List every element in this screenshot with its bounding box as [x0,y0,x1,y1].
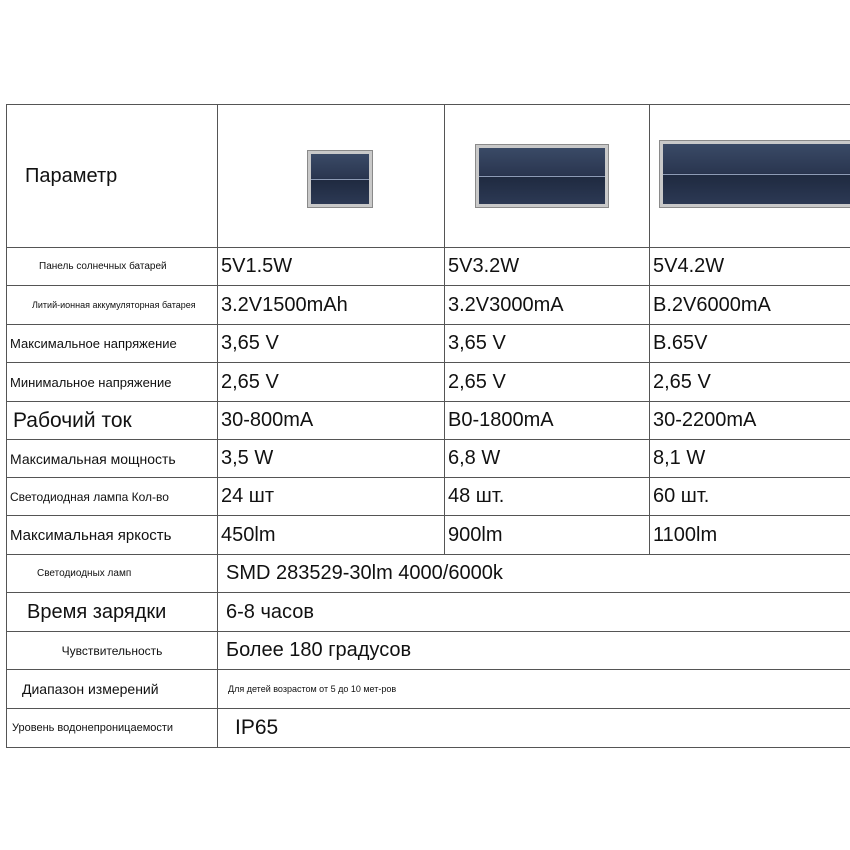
row-value: 5V1.5W [218,248,445,286]
header-row [7,105,850,248]
row-value: 6-8 часов [218,593,850,632]
row-value: Для детей возрастом от 5 до 10 мет-ров [228,684,397,694]
row-value: 3.2V1500mAh [218,286,445,325]
row-value: B0-1800mA [445,402,650,440]
row-label: Минимальное напряжение [7,363,218,402]
table-row [7,709,850,748]
row-value: 5V4.2W [650,248,850,286]
row-label: Светодиодная лампа Кол-во [7,478,218,516]
param-header: Параметр [7,105,218,248]
row-label: Диапазон измерений [7,670,218,709]
row-value: 60 шт. [650,478,850,516]
table-row [7,440,850,478]
row-value-cell [218,670,850,709]
row-value: Более 180 градусов [218,632,850,670]
row-value: 8,1 W [650,440,850,478]
table-row [7,325,850,363]
table-row [7,516,850,555]
row-value: 48 шт. [445,478,650,516]
row-value: SMD 283529-30lm 4000/6000k [218,555,850,593]
row-label: Рабочий ток [7,402,218,440]
row-value: B.65V [650,325,850,363]
row-value: 6,8 W [445,440,650,478]
row-label: Литий-ионная аккумуляторная батарея [7,286,218,325]
row-value: 5V3.2W [445,248,650,286]
solar-panel-icon [308,151,372,207]
row-value: 3,65 V [218,325,445,363]
row-value: 900lm [445,516,650,555]
solar-panel-icon [476,145,608,207]
row-value: 24 шт [218,478,445,516]
row-label: Панель солнечных батарей [7,248,218,286]
table-row [7,478,850,516]
spec-table [6,104,850,748]
row-label: Максимальная мощность [7,440,218,478]
row-value: 2,65 V [650,363,850,402]
table-row [7,286,850,325]
table-row [7,593,850,632]
table-row [7,248,850,286]
row-value: 1100lm [650,516,850,555]
row-value: 3.2V3000mA [445,286,650,325]
row-value: B.2V6000mA [650,286,850,325]
row-value: 30-800mA [218,402,445,440]
panel-large-cell [650,105,850,248]
row-value: 3,5 W [218,440,445,478]
panel-medium-cell [445,105,650,248]
solar-panel-icon [660,141,850,207]
row-label: Чувствительность [7,632,218,670]
table-row [7,402,850,440]
row-value: IP65 [218,709,850,748]
row-value: 3,65 V [445,325,650,363]
row-value: 2,65 V [445,363,650,402]
row-label: Время зарядки [7,593,218,632]
row-label: Максимальное напряжение [7,325,218,363]
row-label: Уровень водонепроницаемости [7,709,218,748]
table-row [7,670,850,709]
row-value: 450lm [218,516,445,555]
row-value: 30-2200mA [650,402,850,440]
row-label: Светодиодных ламп [7,555,218,593]
row-label: Максимальная яркость [7,516,218,555]
table-row [7,363,850,402]
row-value: 2,65 V [218,363,445,402]
table-row [7,632,850,670]
panel-small-cell [218,105,445,248]
table-row [7,555,850,593]
